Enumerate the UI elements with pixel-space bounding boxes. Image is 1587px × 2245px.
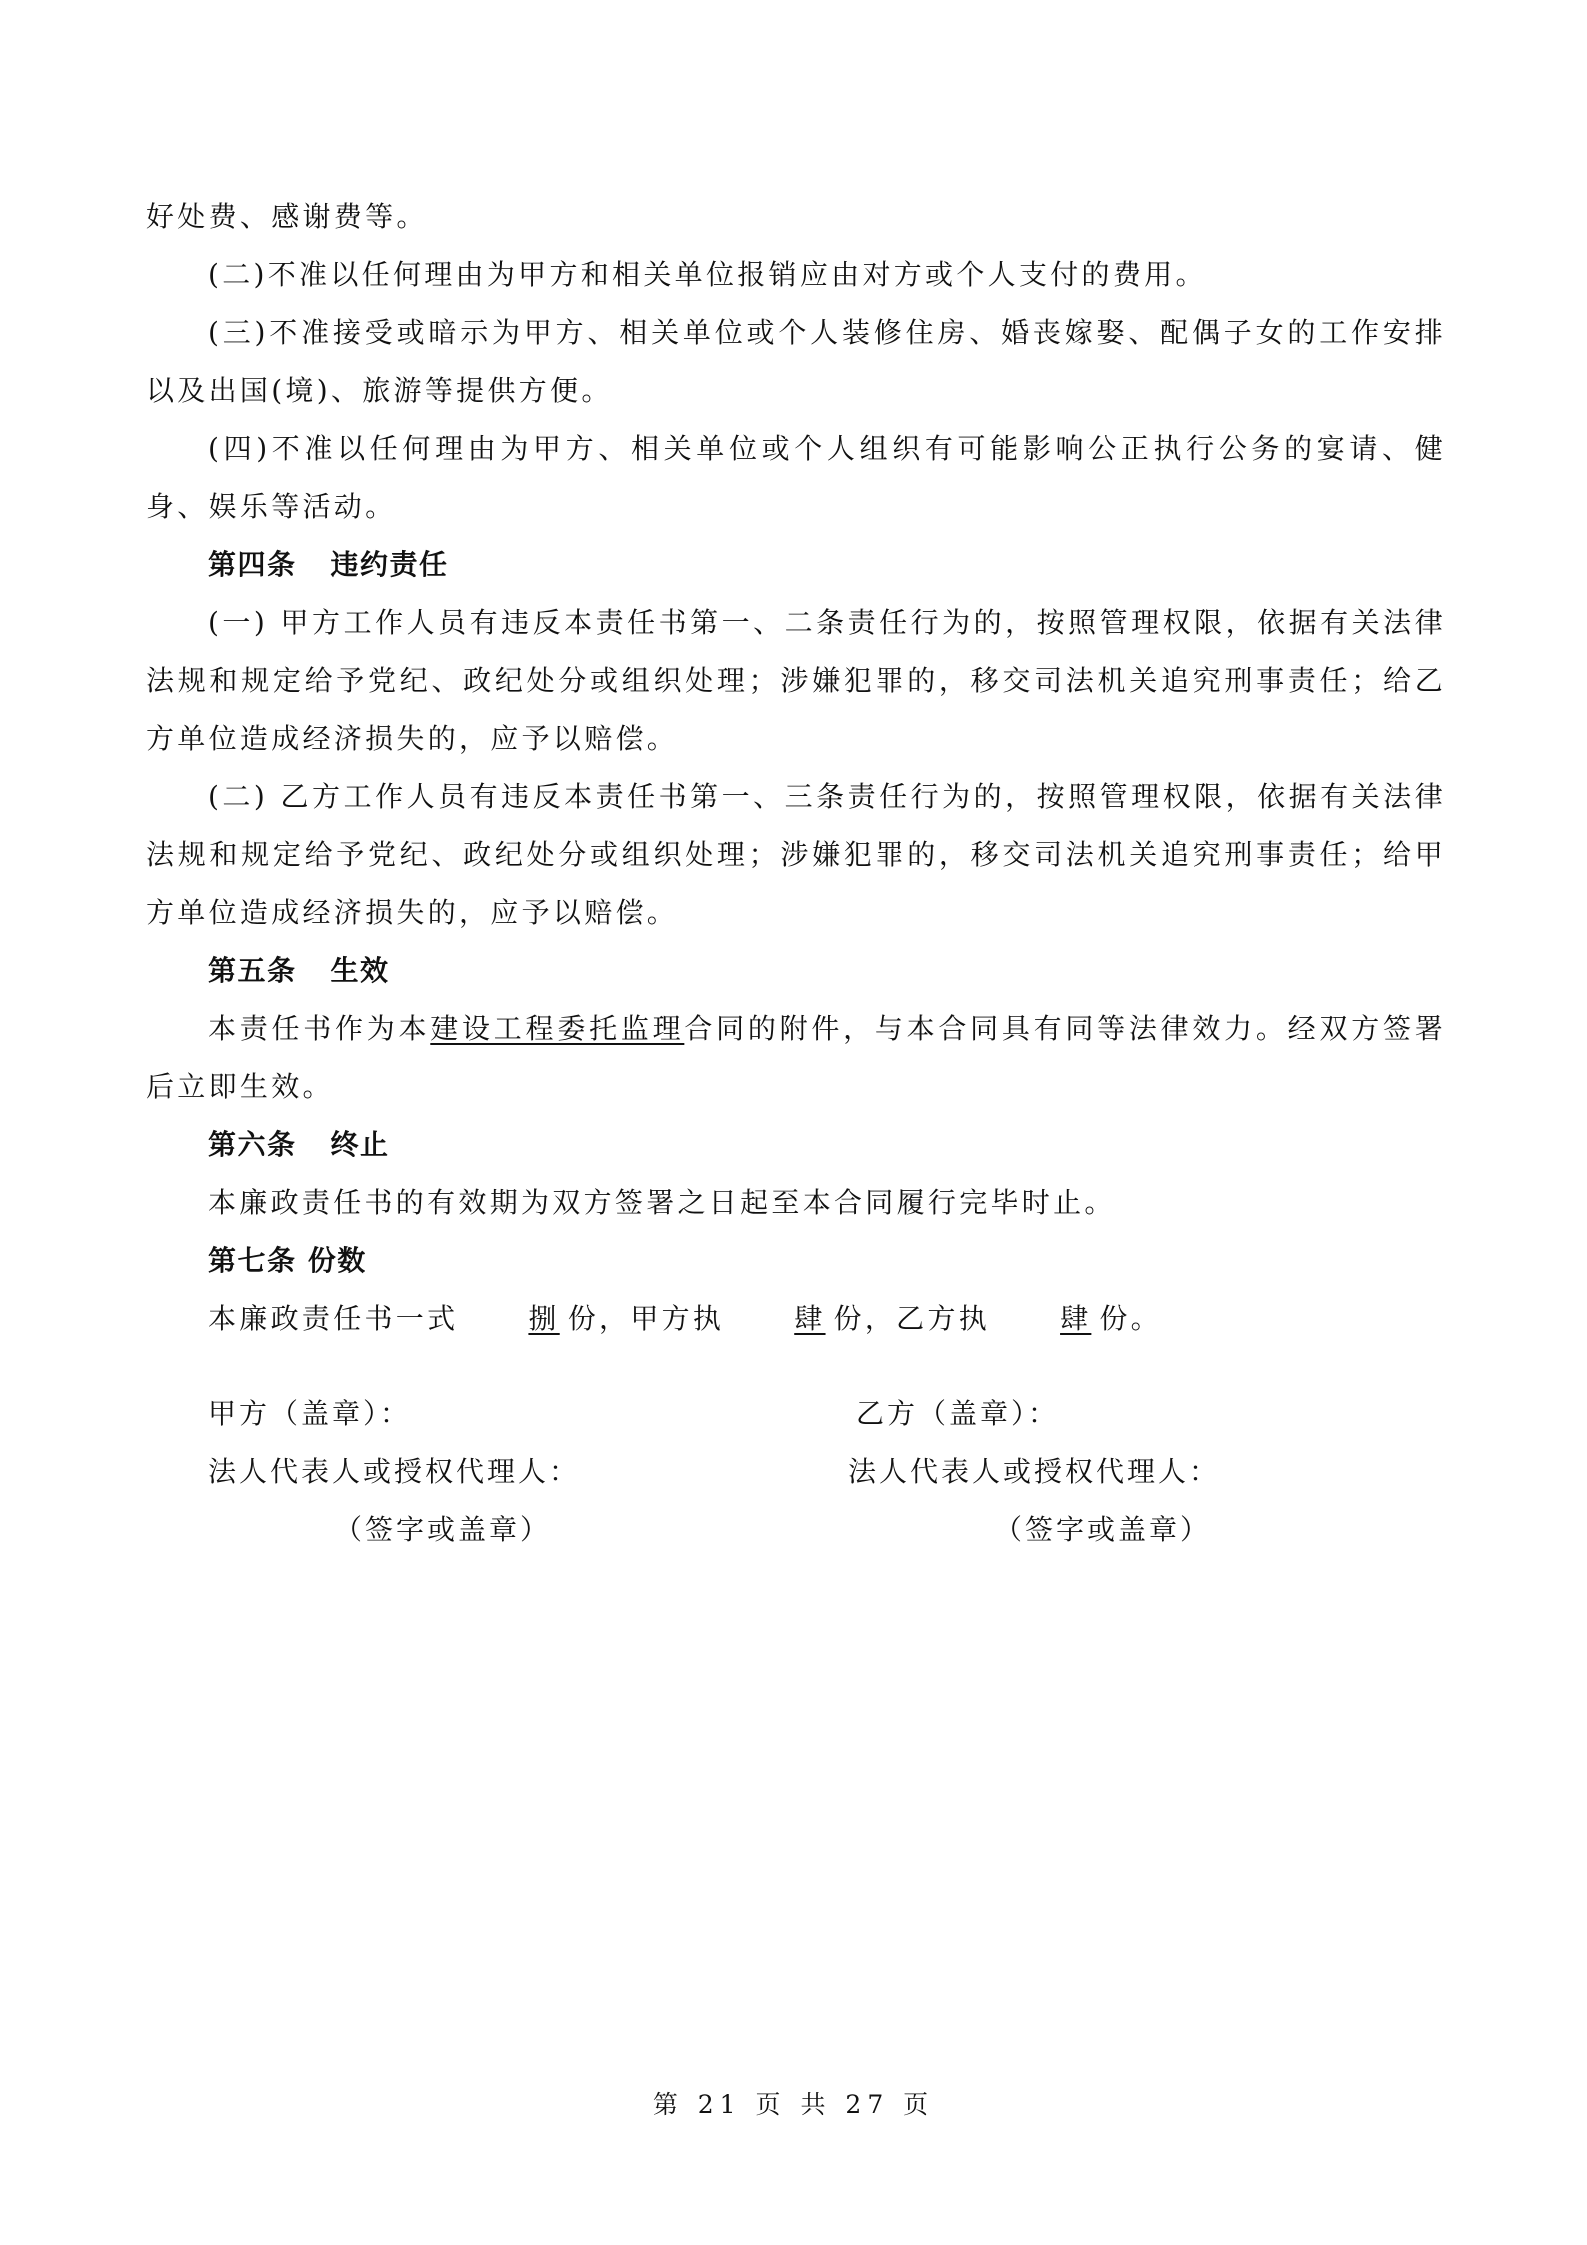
copies-text-3: 份，乙方执: [833, 1302, 991, 1335]
article-4-heading: [208, 536, 1446, 594]
party-b-signature-block: [848, 1385, 1220, 1559]
article-5-text-after: 合同的附件，与本合同具有同等法律效力。经双方签署后立即生效。: [146, 1012, 1447, 1103]
article-6-heading: [208, 1116, 1446, 1174]
article-5-number: 第五条: [208, 954, 297, 987]
contract-name-underlined: 建设工程委托监理: [430, 1012, 685, 1045]
clause-4: (四)不准以任何理由为甲方、相关单位或个人组织有可能影响公正执行公务的宴请、健身、娱乐等活动。: [146, 432, 1446, 523]
party-a-representative-label: 法人代表人或授权代理人：: [208, 1455, 581, 1488]
article-6-title: 终止: [330, 1128, 390, 1161]
article-6-text: 本廉政责任书的有效期为双方签署之日起至本合同履行完毕时止。: [208, 1186, 1116, 1219]
article-5-title: 生效: [330, 954, 390, 987]
copies-text-4: 份。: [1099, 1302, 1162, 1335]
party-a-seal-label: 甲方（盖章）：: [208, 1397, 412, 1430]
clause-3: (三)不准接受或暗示为甲方、相关单位或个人装修住房、婚丧嫁娶、配偶子女的工作安排以及出国(境)、旅游等提供方便。: [146, 316, 1446, 407]
party-a-sign-label: （签字或盖章）: [334, 1513, 552, 1546]
party-b-seal-label: 乙方（盖章）：: [856, 1397, 1060, 1430]
copies-text-2: 份，甲方执: [567, 1302, 725, 1335]
article-4-title: 违约责任: [330, 548, 449, 581]
article-5-text: [146, 1000, 1446, 1116]
party-b-sign-label: （签字或盖章）: [994, 1513, 1212, 1546]
article-7-text: [146, 1290, 1446, 1348]
article-5-text-before: 本责任书作为本: [208, 1012, 431, 1045]
copies-text-1: 本廉政责任书一式: [208, 1302, 459, 1335]
party-a-copies-field: 肆: [794, 1302, 826, 1335]
clause-2: (二)不准以任何理由为甲方和相关单位报销应由对方或个人支付的费用。: [208, 258, 1207, 291]
article-4-item-1: (一) 甲方工作人员有违反本责任书第一、二条责任行为的，按照管理权限，依据有关法律法规和规定给予党纪、政纪处分或组织处理；涉嫌犯罪的，移交司法机关追究刑事责任；给乙方单位造成经济损失的，应予以赔偿。: [146, 606, 1446, 755]
page-number-footer: 第 21 页 共 27 页: [652, 2090, 935, 2119]
party-a-signature-block: [208, 1385, 580, 1559]
party-b-copies-field: 肆: [1060, 1302, 1092, 1335]
paragraph-continuation: 好处费、感谢费等。: [146, 200, 428, 233]
article-4-number: 第四条: [208, 548, 297, 581]
article-7-heading: 第七条 份数: [208, 1244, 367, 1277]
total-copies-field: 捌: [528, 1302, 560, 1335]
document-body: [146, 188, 1446, 1348]
party-b-representative-label: 法人代表人或授权代理人：: [848, 1455, 1221, 1488]
article-6-number: 第六条: [208, 1128, 297, 1161]
article-4-item-2: (二) 乙方工作人员有违反本责任书第一、三条责任行为的，按照管理权限，依据有关法律法规和规定给予党纪、政纪处分或组织处理；涉嫌犯罪的，移交司法机关追究刑事责任；给甲方单位造成经济损失的，应予以赔偿。: [146, 780, 1446, 929]
article-5-heading: [208, 942, 1446, 1000]
